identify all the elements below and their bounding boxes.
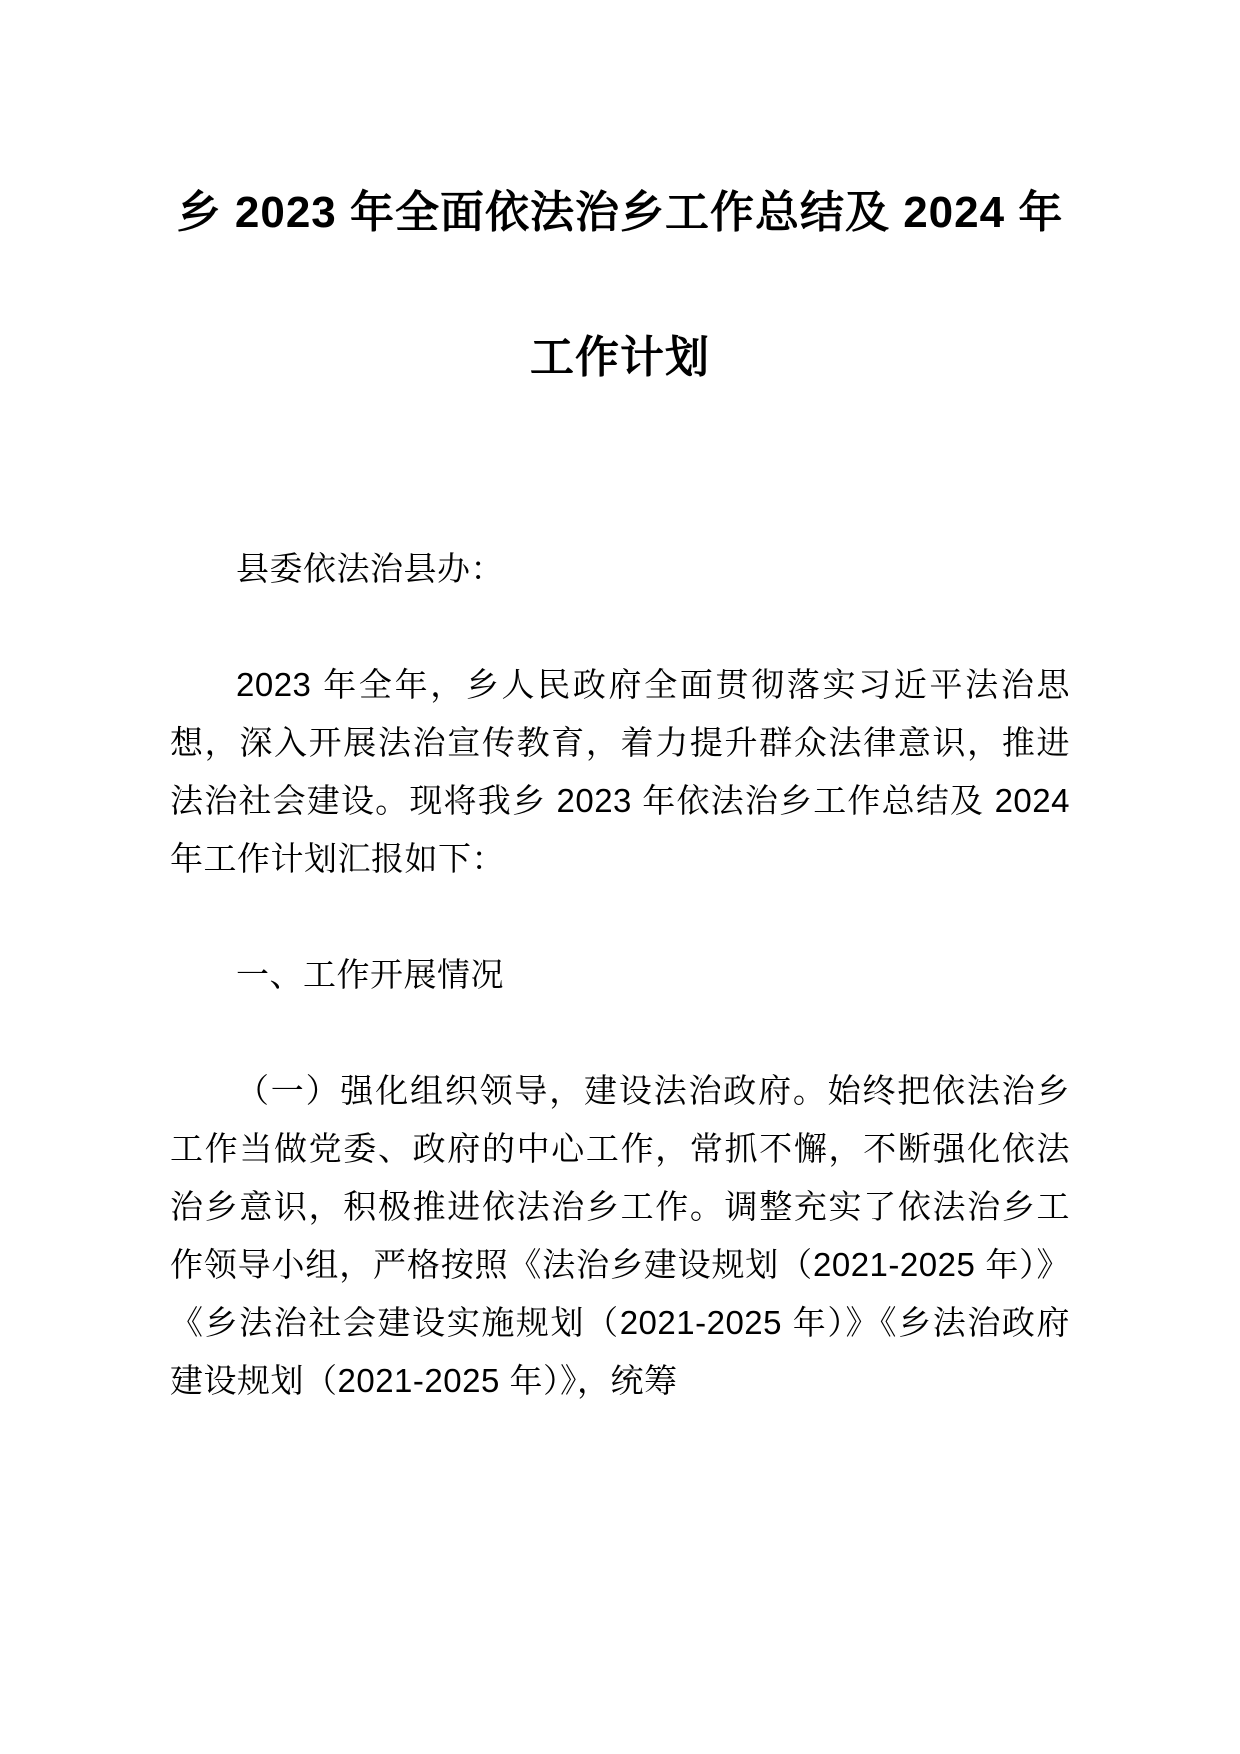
- document-title-line-2: 工作计划: [530, 333, 710, 382]
- section-heading-work-progress: 一、工作开展情况: [236, 956, 504, 993]
- body-paragraph-organization-leadership: （一）强化组织领导，建设法治政府。始终把依法治乡工作当做党委、政府的中心工作，常抓不懈，不断强化依法治乡意识，积极推进依法治乡工作。调整充实了依法治乡工作领导小组，严格按照《法治乡建设规划（2021-2025 年）》《乡法治社会建设实施规划（2021-2025 年）》《乡法治政府建设规划（2021-2025 年）》，统筹: [170, 1072, 1070, 1399]
- document-title-line-1: 乡 2023 年全面依法治乡工作总结及 2024 年: [176, 188, 1064, 237]
- salutation: 县委依法治县办：: [236, 550, 504, 587]
- document-title: [170, 140, 1070, 430]
- intro-paragraph: 2023 年全年，乡人民政府全面贯彻落实习近平法治思想，深入开展法治宣传教育，着力提升群众法律意识，推进法治社会建设。现将我乡 2023 年依法治乡工作总结及 2024 年工作计划汇报如下：: [170, 666, 1070, 877]
